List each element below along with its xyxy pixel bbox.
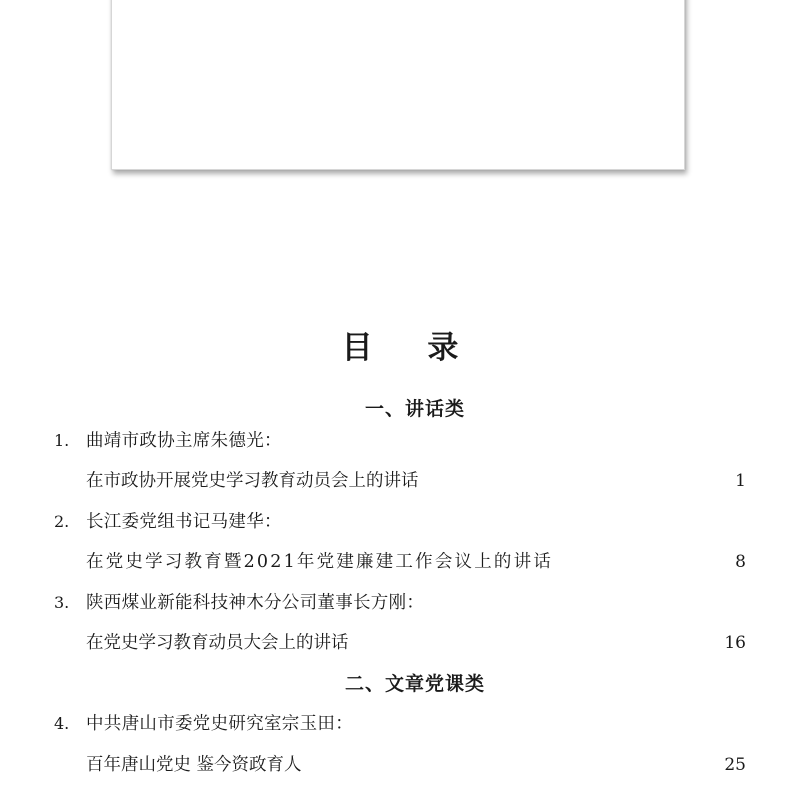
entry-number: 3. <box>54 593 70 612</box>
entry-page-number: 8 <box>735 552 746 572</box>
entry-page-number: 1 <box>735 471 746 491</box>
entry-number: 4. <box>54 714 70 733</box>
entry-author: 曲靖市政协主席朱德光： <box>86 431 282 451</box>
entry-title: 在党史学习教育动员大会上的讲话 <box>86 633 349 653</box>
entry-author: 中共唐山市委党史研究室宗玉田： <box>86 714 353 734</box>
entry-title: 百年唐山党史 鉴今资政育人 <box>86 755 302 775</box>
entry-author: 陕西煤业新能科技神木分公司董事长方刚： <box>86 593 425 613</box>
cover-image-frame <box>111 0 685 170</box>
entry-title: 在党史学习教育暨2021年党建廉建工作会议上的讲话 <box>86 552 554 572</box>
entry-page-number: 16 <box>724 633 746 653</box>
toc-title: 目 录 <box>341 330 481 366</box>
entry-number: 1. <box>54 431 70 450</box>
section-heading-speeches: 一、讲话类 <box>364 398 465 420</box>
entry-author: 长江委党组书记马建华： <box>86 512 282 532</box>
entry-number: 2. <box>54 512 70 531</box>
entry-page-number: 25 <box>724 755 746 775</box>
section-heading-articles: 二、文章党课类 <box>344 673 485 695</box>
entry-title: 在市政协开展党史学习教育动员会上的讲话 <box>86 471 419 491</box>
